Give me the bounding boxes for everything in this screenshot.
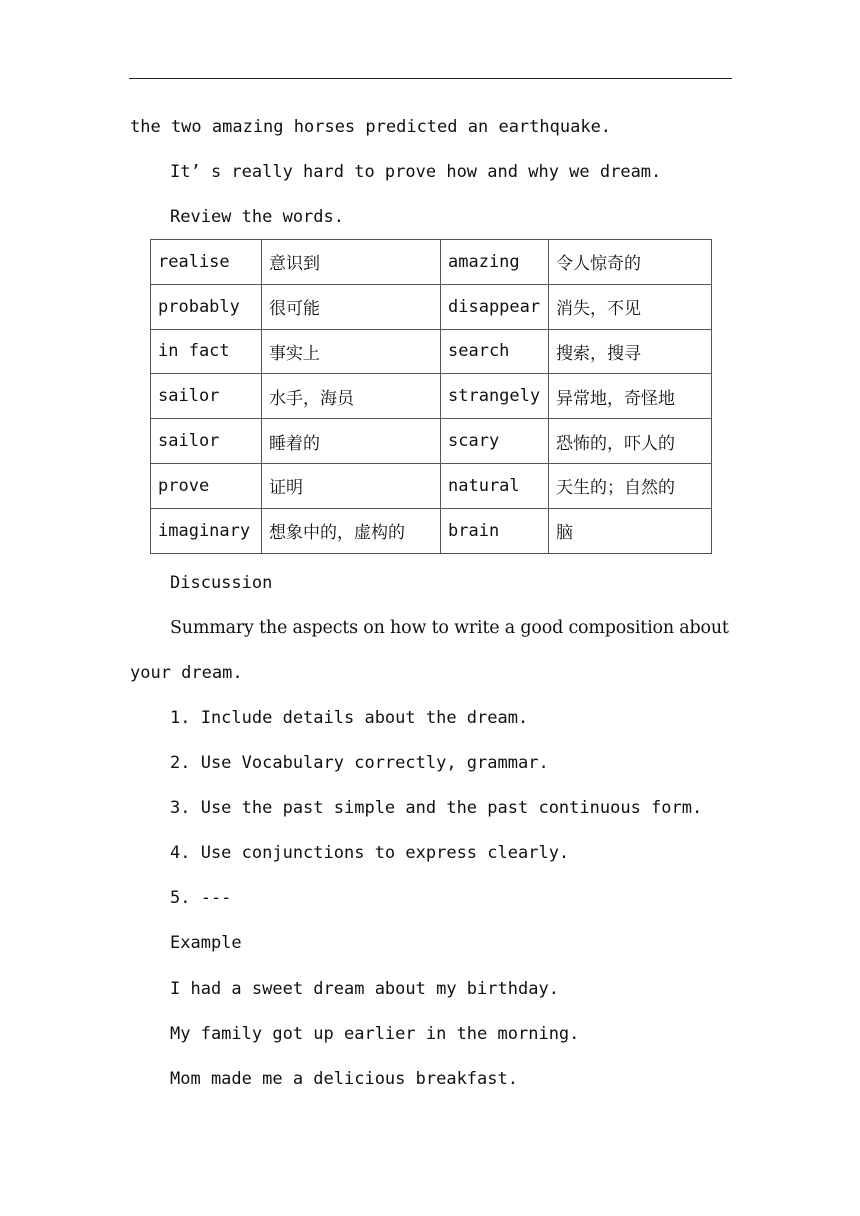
summary-text-cont: your dream. xyxy=(130,663,243,683)
vocab-english: realise xyxy=(151,240,262,285)
example-line: Mom made me a delicious breakfast. xyxy=(170,1069,518,1089)
vocab-english: probably xyxy=(151,284,262,329)
vocab-english: imaginary xyxy=(151,508,262,553)
list-item: 2. Use Vocabulary correctly, grammar. xyxy=(170,753,549,773)
vocab-chinese: 证明 xyxy=(262,463,441,508)
table-row xyxy=(151,329,712,374)
discussion-heading: Discussion xyxy=(170,573,273,593)
table-row xyxy=(151,284,712,329)
list-item: 4. Use conjunctions to express clearly. xyxy=(170,843,570,863)
body-paragraph: the two amazing horses predicted an earthquake. xyxy=(130,117,612,137)
vocab-english: disappear xyxy=(441,284,549,329)
vocab-chinese: 很可能 xyxy=(262,284,441,329)
vocab-english: in fact xyxy=(151,329,262,374)
vocab-chinese: 睡着的 xyxy=(262,419,441,464)
vocab-chinese: 事实上 xyxy=(262,329,441,374)
vocab-chinese: 意识到 xyxy=(262,240,441,285)
table-row xyxy=(151,463,712,508)
vocab-english: brain xyxy=(441,508,549,553)
vocab-english: sailor xyxy=(151,374,262,419)
vocab-chinese: 搜索，搜寻 xyxy=(549,329,712,374)
table-row xyxy=(151,419,712,464)
body-paragraph: It’ s really hard to prove how and why we dream. xyxy=(170,162,662,182)
vocab-chinese: 脑 xyxy=(549,508,712,553)
vocab-english: natural xyxy=(441,463,549,508)
vocab-english: sailor xyxy=(151,419,262,464)
example-line: My family got up earlier in the morning. xyxy=(170,1024,580,1044)
list-item: 5. --- xyxy=(170,888,232,908)
vocab-english: amazing xyxy=(441,240,549,285)
vocab-chinese: 消失，不见 xyxy=(549,284,712,329)
example-heading: Example xyxy=(170,933,242,953)
list-item: 1. Include details about the dream. xyxy=(170,708,529,728)
table-row xyxy=(151,508,712,553)
summary-text: Summary the aspects on how to write a good composition about xyxy=(170,618,729,638)
vocab-chinese: 水手，海员 xyxy=(262,374,441,419)
table-row xyxy=(151,240,712,285)
vocab-english: search xyxy=(441,329,549,374)
vocab-chinese: 想象中的，虚构的 xyxy=(262,508,441,553)
example-line: I had a sweet dream about my birthday. xyxy=(170,979,559,999)
vocab-english: scary xyxy=(441,419,549,464)
vocab-table xyxy=(150,239,712,554)
list-item: 3. Use the past simple and the past continuous form. xyxy=(170,798,703,818)
vocab-chinese: 令人惊奇的 xyxy=(549,240,712,285)
vocab-chinese: 恐怖的，吓人的 xyxy=(549,419,712,464)
vocab-chinese: 天生的；自然的 xyxy=(549,463,712,508)
vocab-english: strangely xyxy=(441,374,549,419)
table-row xyxy=(151,374,712,419)
vocab-english: prove xyxy=(151,463,262,508)
vocab-chinese: 异常地，奇怪地 xyxy=(549,374,712,419)
review-instruction: Review the words. xyxy=(170,207,344,227)
header-rule xyxy=(129,78,732,79)
